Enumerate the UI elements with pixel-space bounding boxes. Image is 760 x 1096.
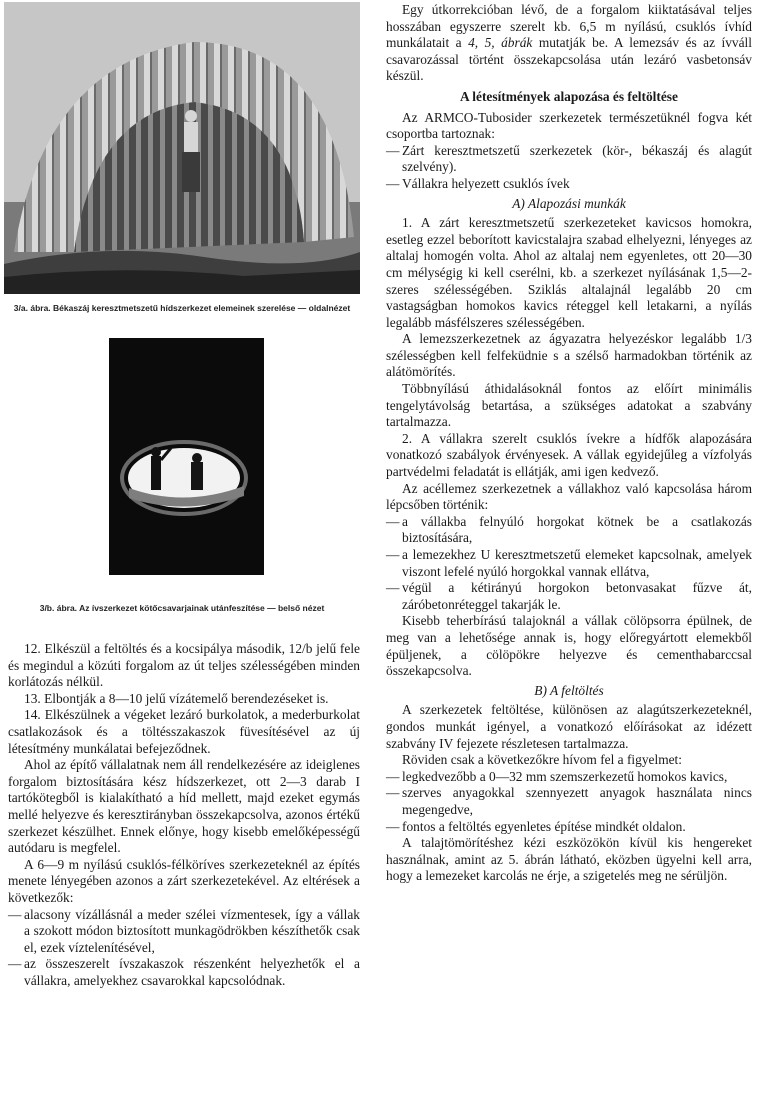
paragraph: 12. Elkészül a feltöltés és a kocsipálya második, 12/b jelű fele és megindul a közúti forgalom az út teljes szélességében minden korlátozás nélkül. [8,641,360,690]
dash-list-item: — Zárt keresztmetszetű szerkezetek (kör-, békaszáj és alagút szelvény). [386,143,752,176]
figure-reference: 4, 5, ábrák [468,35,533,51]
paragraph: Az acéllemez szerkezetnek a vállakhoz való kapcsolása három lépcsőben történik: [386,480,752,513]
figure-a-caption: 3/a. ábra. Békaszáj keresztmetszetű hídszerkezet elemeinek szerelése — oldalnézet [13,303,351,313]
subsection-heading: A) Alapozási munkák [512,195,626,211]
paragraph: A 6—9 m nyílású csuklós-félköríves szerkezeteknél az építés menete lényegében azonos a zárt szerkezetekével. Az eltérések a következők: [8,856,360,905]
paragraph: Röviden csak a következőkre hívom fel a figyelmet: [402,752,682,768]
dash-list-item: — a lemezekhez U keresztmetszetű elemeket kapcsolnak, amelyek viszont lefelé nyúló horgokkal vannak ellátva, [386,547,752,580]
paragraph: Többnyílású áthidalásoknál fontos az előírt minimális tengelytávolság betartása, a szükséges adatokat a szabvány tartalmazza. [386,381,752,430]
photo-arch-assembly [4,2,360,294]
dash-list-item: — végül a kétirányú horgokon betonvasakat fűzve át, záróbetonréteggel takarják le. [386,580,752,613]
paragraph: 14. Elkészülnek a végeket lezáró burkolatok, a mederburkolat csatlakozások és a töltésszakaszok füvesítésével az új létesítmény munkálatai befejeződnek. [8,707,360,756]
right-body-text [386,2,752,885]
section-heading: A létesítmények alapozása és feltöltése [460,88,678,104]
dash-list-item: — fontos a feltöltés egyenletes építése mindkét oldalon. [386,819,752,836]
text-run: Egy útkorrekcióban lévő, de a forgalom kiiktatásával teljes hosszában egyszerre szerelt kb. 6,5 m nyílású, csuklós ívhíd munkálatait a [386,2,752,51]
subsection-heading: B) A feltöltés [534,682,604,698]
paragraph: 13. Elbontják a 8—10 jelű vízátemelő berendezéseket is. [24,690,329,706]
left-body-text [8,641,360,989]
paragraph: A lemezszerkezetnek az ágyazatra helyezéskor legalább 1/3 szélességben kell felfeküdnie s a szélső harmadokban történik az alátömörítés. [386,331,752,380]
paragraph: Kisebb teherbírású talajoknál a vállak cölöpsorra épülnek, de meg van a lehetősége annak is, hogy előregyártott elemekből épüljenek, a cölöpökre helyezve és cementhabarccsal összekapcsolva. [386,613,752,679]
figure-b-caption: 3/b. ábra. Az ívszerkezet kötőcsavarjainak utánfeszítése — belső nézet [39,603,325,613]
arch-culvert-illustration [4,2,360,294]
paragraph: Ahol az építő vállalatnak nem áll rendelkezésére az ideiglenes forgalom biztosítására kész hídszerkezet, ott 2—3 darab I tartókötegből is kialakítható a híd mellett, majd ezeket egymás mellé helyezve és keresztirányban összekapcsolva, azonos értékű szerkezet készülhet. Ennek előnye, hogy kisebb emelőképességű autódaru is megfelel. [8,757,360,856]
paragraph: 1. A zárt keresztmetszetű szerkezeteket kavicsos homokra, esetleg ezzel beborított kavicstalajra szabad elhelyezni, lényeges az altalaj homogén volta. Ahol az altalaj nem egyenletes, ott 20—30 cm mélységig ki kell cserélni, kb. a szerkezet nyílásának 1,5—2-szeres szélességében. Sziklás altalajnál legalább 20 cm vastagságban homokos kavics réteggel kell letakarni, a nyílás legalább másfélszeres szélességében. [386,215,752,330]
arch-interior-illustration [109,338,264,575]
dash-list-item: — az összeszerelt ívszakaszok részenként helyezhetők el a vállakra, amelyekhez csavarokkal kapcsolódnak. [8,956,360,989]
dash-list-item: — a vállakba felnyúló horgokat kötnek be a csatlakozás biztosítására, [386,514,752,547]
dash-list-item: — legkedvezőbb a 0—32 mm szemszerkezetű homokos kavics, [386,769,752,786]
dash-list-item: — Vállakra helyezett csuklós ívek [386,176,752,193]
paragraph [386,2,752,85]
paragraph: Az ARMCO-Tubosider szerkezetek természetüknél fogva két csoportba tartoznak: [386,109,752,142]
paragraph: A szerkezetek feltöltése, különösen az alagútszerkezeteknél, gondos munkát igényel, a vonatkozó előírásokat az idézett szabvány IV fejezete részletesen tartalmazza. [386,702,752,751]
paragraph: 2. A vállakra szerelt csuklós ívekre a hídfők alapozására vonatkozó szabályok érvényesek. A vállak egyidejűleg a vízfolyás partvédelmi feladatát is ellátják, ami igen kedvező. [386,430,752,480]
text-run: mutatják be. A lemezsáv és az ívváll csavarozással történt összekapcsolása után lezáró vasbetonsáv készül. [386,35,752,84]
dash-list-item: — szerves anyagokkal szennyezett anyagok használata nincs megengedve, [386,785,752,818]
photo-arch-interior [109,338,264,575]
paragraph: A talajtömörítéshez kézi eszközökön kívül kis hengereket használnak, amint az 5. ábrán látható, eközben ügyelni kell arra, hogy a lemezeket karcolás ne érje, a szigetelés meg ne sérüljön. [386,835,752,884]
dash-list-item: — alacsony vízállásnál a meder szélei vízmentesek, így a vállak a szokott módon biztosított munkagödrökben készíthetők csak el, ezek víztelenítésével, [8,907,360,957]
